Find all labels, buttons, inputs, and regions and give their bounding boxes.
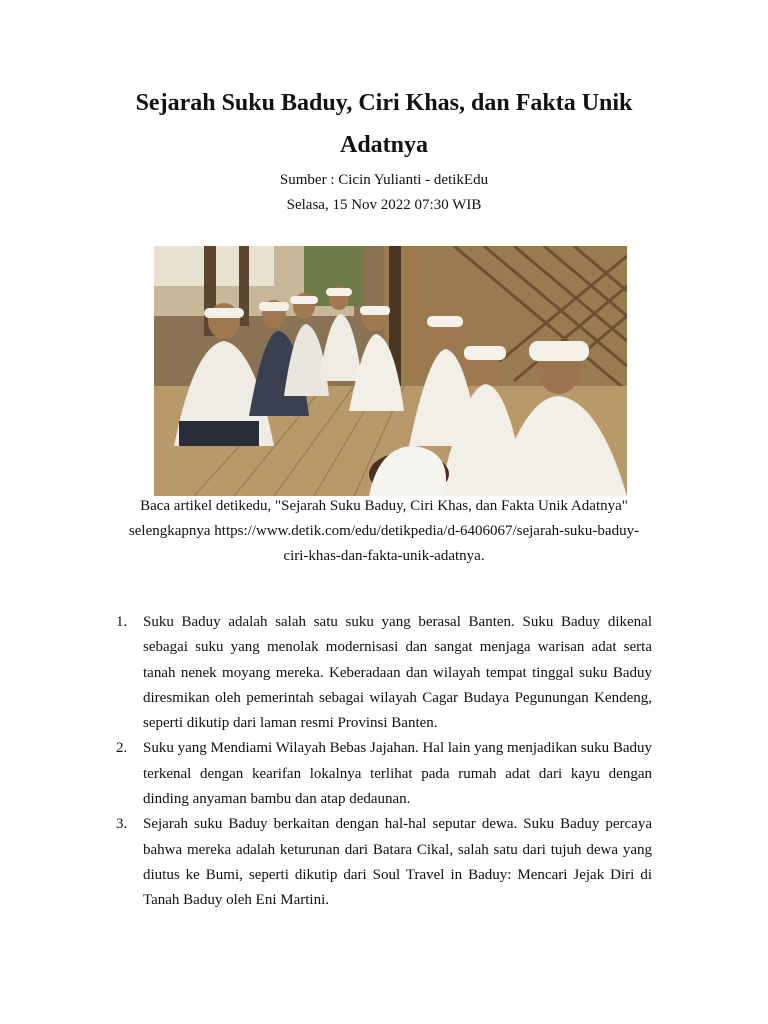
list-number: 1. <box>116 614 128 630</box>
list-number: 2. <box>116 740 128 757</box>
list-text: Suku yang Mendiami Wilayah Bebas Jajahan. Hal lain yang menjadikan suku Baduy terkenal dengan kearifan lokalnya terlihat pada rumah adat dari kayu dengan dinding anyaman bambu dan atap dedaunan. <box>143 740 653 808</box>
article-date: Selasa, 15 Nov 2022 07:30 WIB <box>286 197 482 213</box>
photo-caption <box>100 494 668 569</box>
list-item <box>116 736 652 812</box>
list-item <box>116 812 652 913</box>
article-title: Sejarah Suku Baduy, Ciri Khas, dan Fakta Unik Adatnya <box>135 90 633 158</box>
article-source: Sumber : Cicin Yulianti - detikEdu <box>279 172 489 188</box>
caption-line-1: Baca artikel detikedu, "Sejarah Suku Baduy, Ciri Khas, dan Fakta Unik Adatnya" <box>140 498 628 514</box>
list-number: 3. <box>116 816 128 833</box>
list-text: Sejarah suku Baduy berkaitan dengan hal-hal seputar dewa. Suku Baduy percaya bahwa mereka adalah keturunan dari Batara Cikal, salah satu dari tujuh dewa yang diutus ke Bumi, seperti dikutip dari Soul Travel in Baduy: Mencari Jejak Diri di Tanah Baduy oleh Eni Martini. <box>143 816 652 909</box>
caption-line-3: ciri-khas-dan-fakta-unik-adatnya. <box>283 548 485 564</box>
caption-line-2: selengkapnya https://www.detik.com/edu/detikpedia/d-6406067/sejarah-suku-baduy- <box>128 523 640 539</box>
facts-list <box>116 610 652 914</box>
list-text: Suku Baduy adalah salah satu suku yang berasal Banten. Suku Baduy dikenal sebagai suku yang menolak modernisasi dan sangat menjaga warisan adat serta tanah nenek moyang mereka. Keberadaan dan wilayah tempat tinggal suku Baduy diresmikan oleh pemerintah sebagai wilayah Cagar Budaya Pegunungan Kendeng, seperti dikutip dari laman resmi Provinsi Banten. <box>143 614 652 732</box>
article-photo <box>154 246 627 496</box>
list-item <box>116 610 652 736</box>
photo-image <box>154 246 627 496</box>
